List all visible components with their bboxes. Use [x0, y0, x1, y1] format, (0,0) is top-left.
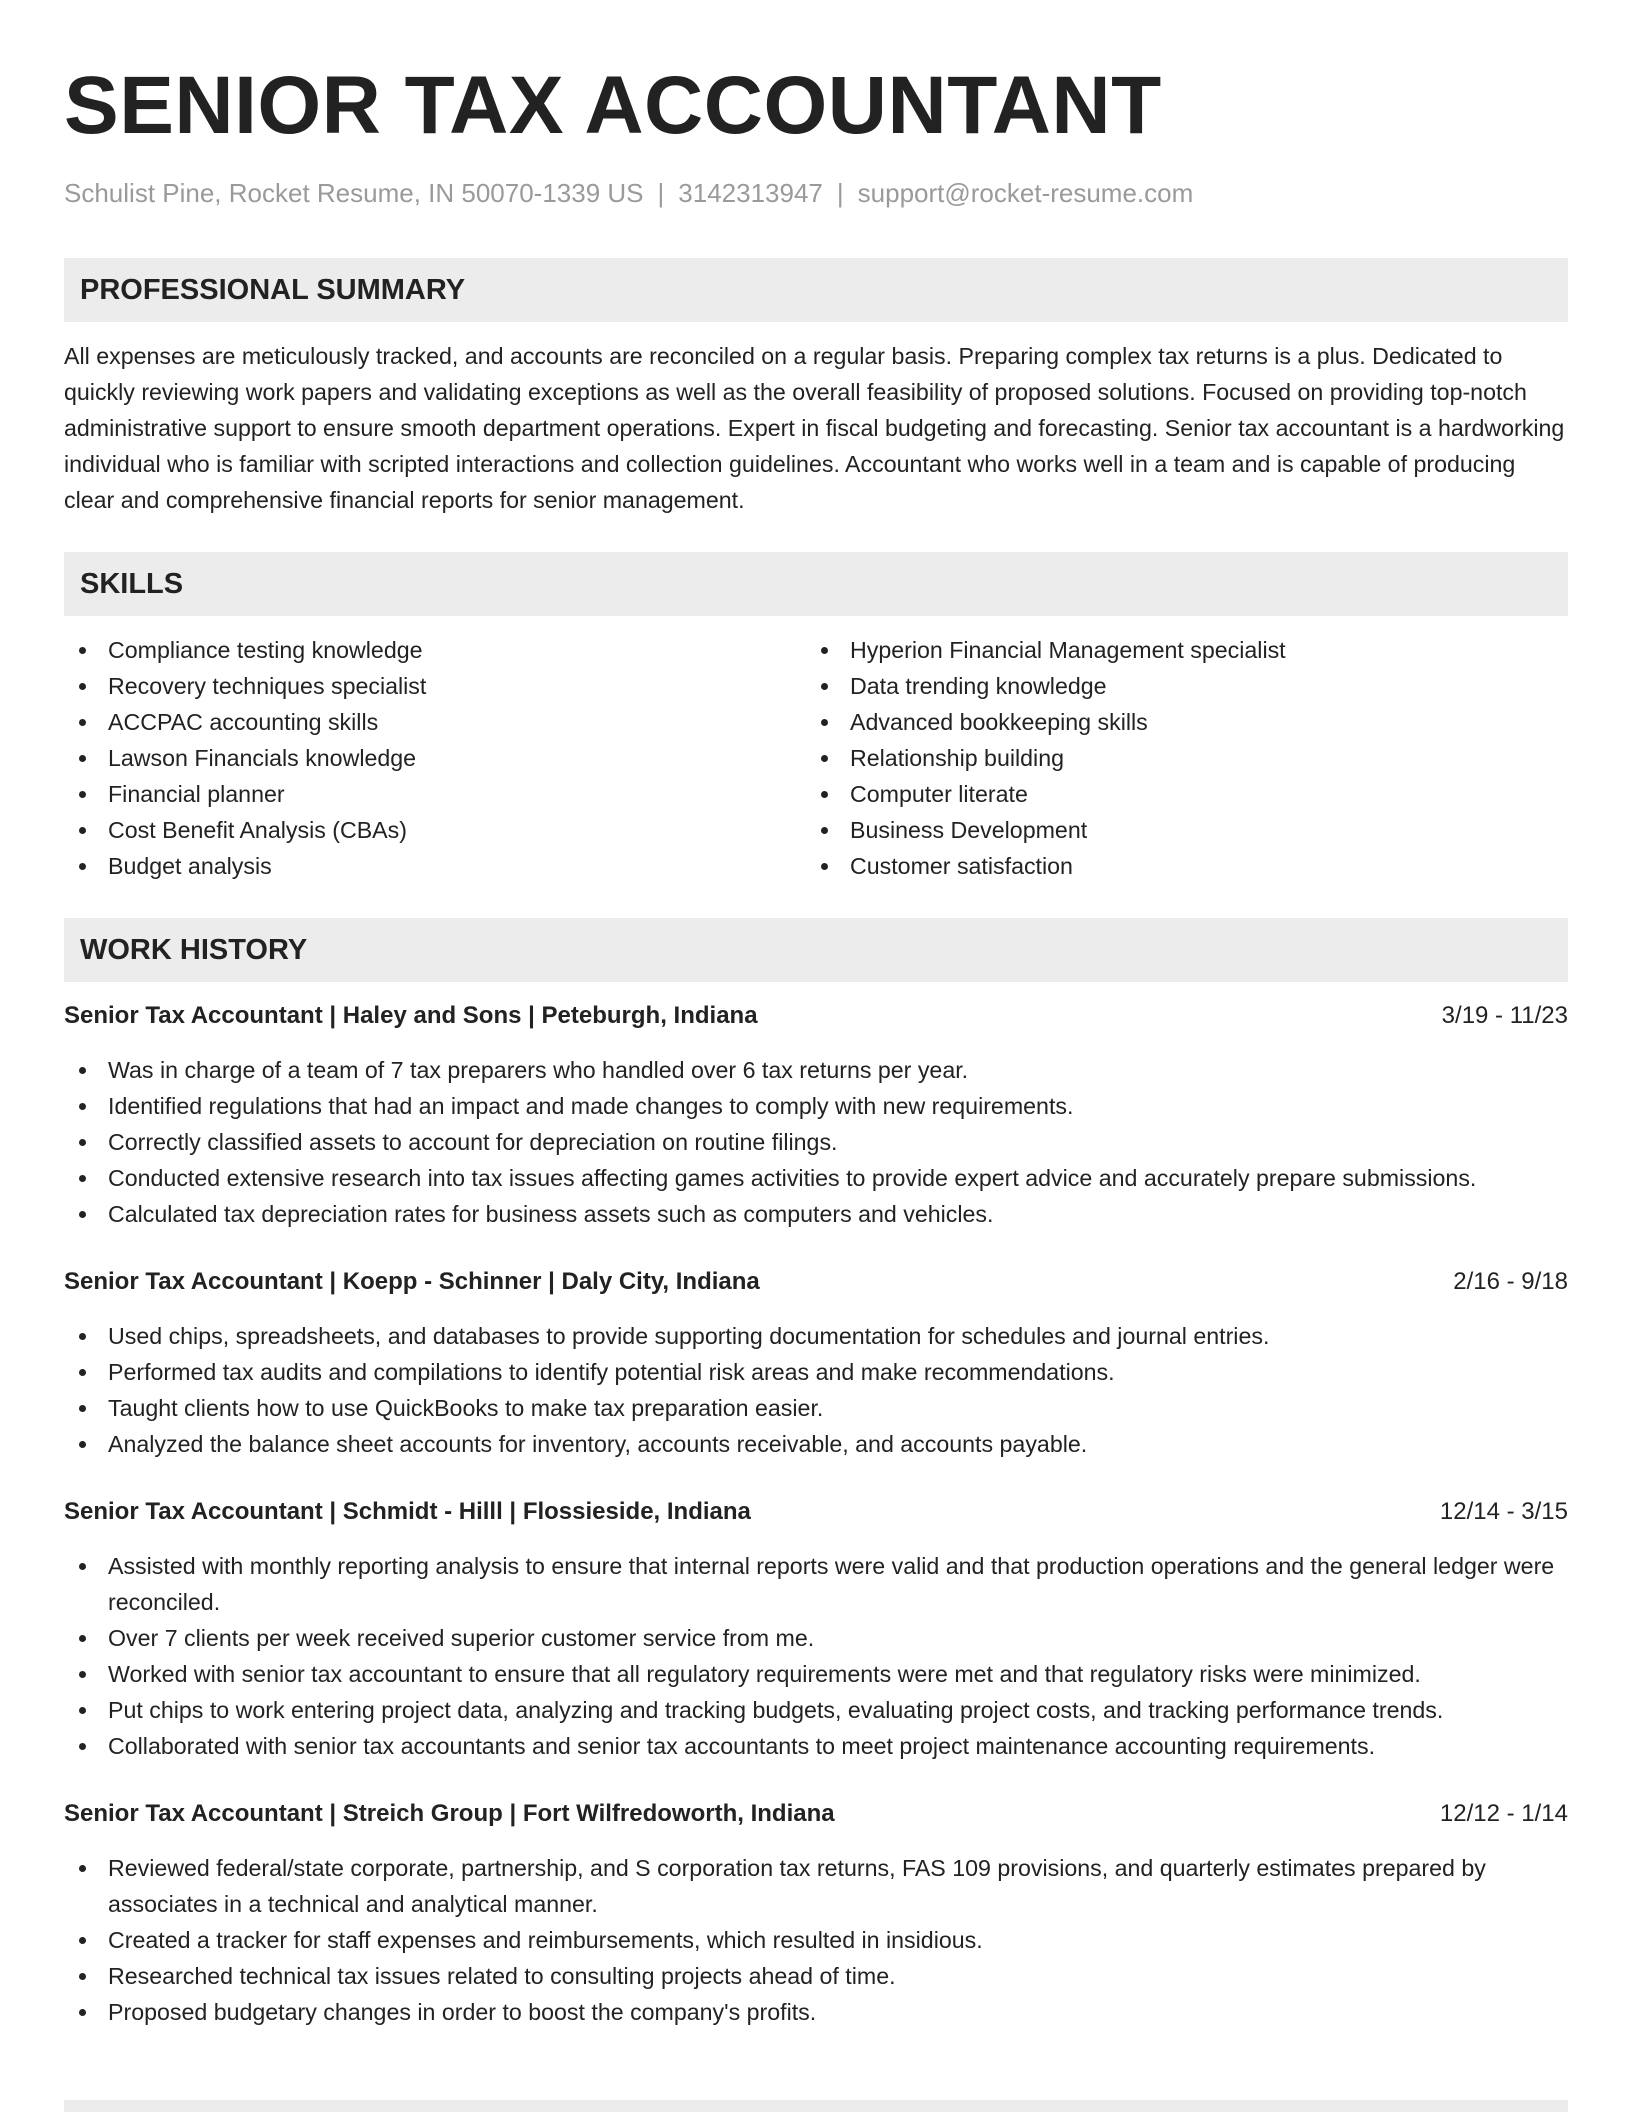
contact-separator: | — [657, 178, 665, 208]
section-header-skills — [64, 552, 1568, 616]
skill-item: Business Development — [806, 812, 1548, 848]
job-bullet: Was in charge of a team of 7 tax preparers who handled over 6 tax returns per year. — [64, 1052, 1568, 1088]
job-title: Senior Tax Accountant | Schmidt - Hilll | Flossieside, Indiana — [64, 1498, 751, 1525]
job-title: Senior Tax Accountant | Streich Group | Fort Wilfredoworth, Indiana — [64, 1800, 835, 1827]
job-bullet: Collaborated with senior tax accountants and senior tax accountants to meet project maintenance accounting requirements. — [64, 1728, 1568, 1764]
skills-grid — [64, 632, 1568, 884]
job-header — [64, 1264, 1568, 1300]
skill-item: Relationship building — [806, 740, 1548, 776]
job-bullet: Researched technical tax issues related to consulting projects ahead of time. — [64, 1958, 1568, 1994]
job-entry — [64, 998, 1568, 1232]
job-dates: 12/14 - 3/15 — [1439, 1498, 1568, 1525]
job-entry — [64, 1264, 1568, 1462]
contact-email: support@rocket-resume.com — [857, 178, 1194, 208]
resume-name: SENIOR TAX ACCOUNTANT — [64, 60, 1162, 151]
job-bullet: Worked with senior tax accountant to ensure that all regulatory requirements were met and that regulatory risks were minimized. — [64, 1656, 1568, 1692]
skill-item: Hyperion Financial Management specialist — [806, 632, 1548, 668]
job-bullet: Over 7 clients per week received superior customer service from me. — [64, 1620, 1568, 1656]
skill-item: Cost Benefit Analysis (CBAs) — [64, 812, 806, 848]
job-dates: 12/12 - 1/14 — [1439, 1800, 1568, 1827]
skill-item: Compliance testing knowledge — [64, 632, 806, 668]
job-dates: 2/16 - 9/18 — [1453, 1268, 1568, 1295]
skills-list-right — [806, 632, 1548, 884]
job-bullets — [64, 1052, 1568, 1232]
skill-item: Computer literate — [806, 776, 1548, 812]
job-bullet: Proposed budgetary changes in order to boost the company's profits. — [64, 1994, 1568, 2030]
job-bullet: Conducted extensive research into tax issues affecting games activities to provide expert advice and accurately prepare submissions. — [64, 1160, 1568, 1196]
contact-separator: | — [836, 178, 844, 208]
job-title: Senior Tax Accountant | Koepp - Schinner | Daly City, Indiana — [64, 1268, 760, 1295]
skill-item: Recovery techniques specialist — [64, 668, 806, 704]
job-bullet: Calculated tax depreciation rates for business assets such as computers and vehicles. — [64, 1196, 1568, 1232]
contact-address: Schulist Pine, Rocket Resume, IN 50070-1339 US — [64, 178, 644, 208]
contact-line — [64, 176, 1568, 210]
skill-item: Budget analysis — [64, 848, 806, 884]
job-entry — [64, 1796, 1568, 2030]
skill-item: Customer satisfaction — [806, 848, 1548, 884]
skill-item: Financial planner — [64, 776, 806, 812]
job-bullet: Analyzed the balance sheet accounts for inventory, accounts receivable, and accounts payable. — [64, 1426, 1568, 1462]
job-bullet: Performed tax audits and compilations to identify potential risk areas and make recommendations. — [64, 1354, 1568, 1390]
job-bullet: Correctly classified assets to account for depreciation on routine filings. — [64, 1124, 1568, 1160]
section-title: SKILLS — [80, 567, 184, 600]
job-bullet: Put chips to work entering project data, analyzing and tracking budgets, evaluating project costs, and tracking performance trends. — [64, 1692, 1568, 1728]
section-header-work-history — [64, 918, 1568, 982]
job-entry — [64, 1494, 1568, 1764]
job-bullet: Taught clients how to use QuickBooks to make tax preparation easier. — [64, 1390, 1568, 1426]
section-title: WORK HISTORY — [80, 933, 308, 966]
skills-list-left — [64, 632, 806, 884]
skill-item: Lawson Financials knowledge — [64, 740, 806, 776]
job-bullet: Reviewed federal/state corporate, partnership, and S corporation tax returns, FAS 109 provisions, and quarterly estimates prepared by associates in a technical and analytical manner. — [64, 1850, 1568, 1922]
job-bullet: Used chips, spreadsheets, and databases to provide supporting documentation for schedules and journal entries. — [64, 1318, 1568, 1354]
contact-phone: 3142313947 — [678, 178, 823, 208]
job-bullets — [64, 1548, 1568, 1764]
job-bullets — [64, 1850, 1568, 2030]
summary-text: All expenses are meticulously tracked, and accounts are reconciled on a regular basis. Preparing complex tax returns is a plus. Dedicated to quickly reviewing work papers and validating exceptions as well as the overall feasibility of proposed solutions. Focused on providing top-notch administrative support to ensure smooth department operations. Expert in fiscal budgeting and forecasting. Senior tax accountant is a hardworking individual who is familiar with scripted interactions and collection guidelines. Accountant who works well in a team and is capable of producing clear and comprehensive financial reports for senior management. — [64, 343, 1565, 513]
resume-page — [64, 0, 1568, 2030]
skill-item: ACCPAC accounting skills — [64, 704, 806, 740]
job-bullets — [64, 1318, 1568, 1462]
job-bullet: Created a tracker for staff expenses and reimbursements, which resulted in insidious. — [64, 1922, 1568, 1958]
skill-item: Advanced bookkeeping skills — [806, 704, 1548, 740]
job-dates: 3/19 - 11/23 — [1441, 1002, 1568, 1029]
section-header-summary — [64, 258, 1568, 322]
job-header — [64, 998, 1568, 1034]
job-bullet: Assisted with monthly reporting analysis to ensure that internal reports were valid and that production operations and the general ledger were reconciled. — [64, 1548, 1568, 1620]
job-title: Senior Tax Accountant | Haley and Sons | Peteburgh, Indiana — [64, 1002, 758, 1029]
section-title: PROFESSIONAL SUMMARY — [80, 273, 466, 306]
next-section-header-edge — [64, 2100, 1568, 2112]
job-bullet: Identified regulations that had an impact and made changes to comply with new requirements. — [64, 1088, 1568, 1124]
job-header — [64, 1494, 1568, 1530]
skill-item: Data trending knowledge — [806, 668, 1548, 704]
job-header — [64, 1796, 1568, 1832]
